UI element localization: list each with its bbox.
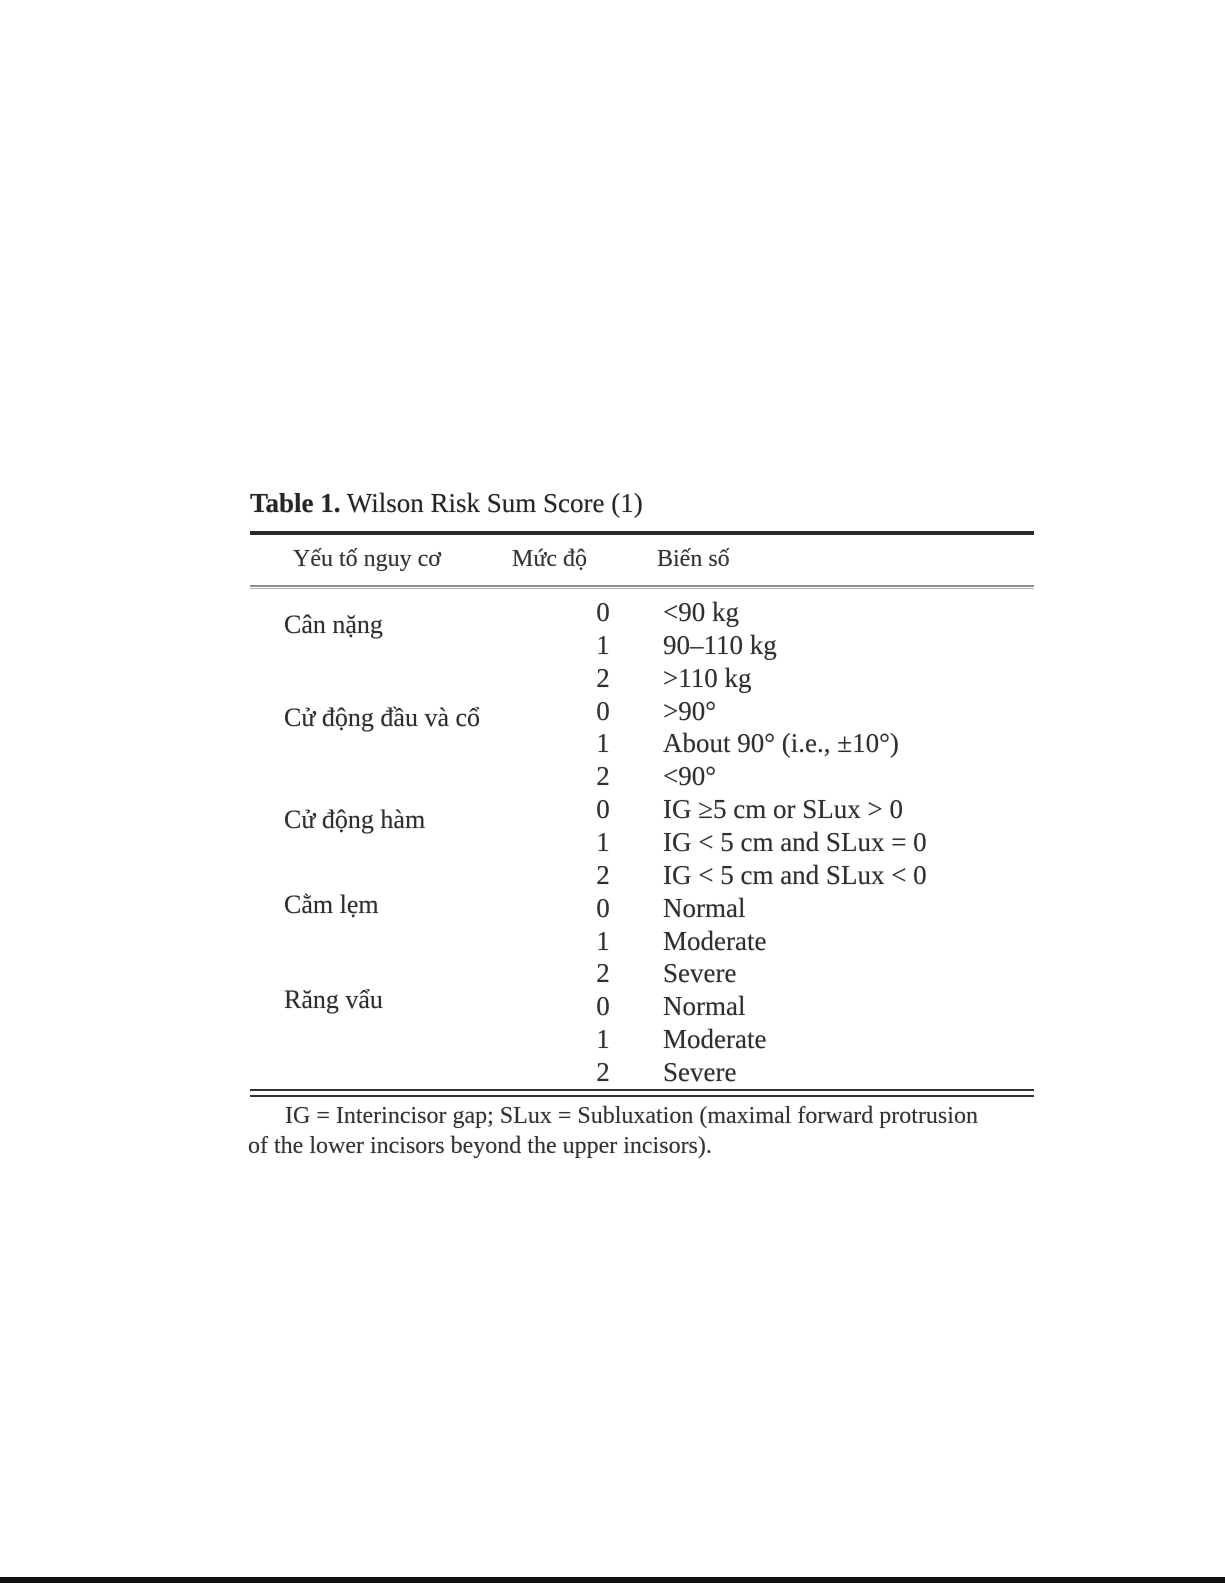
score-cell: 1 [596,728,610,758]
table-header-rule [250,585,1034,589]
table-title-text: Wilson Risk Sum Score (1) [340,488,643,518]
score-cell: 1 [596,926,610,956]
score-cell: 1 [596,827,610,857]
table-row [250,727,1034,760]
value-cell: >110 kg [663,663,752,693]
table-row [250,957,1034,990]
value-cell: Moderate [663,926,767,956]
table-row [250,826,1034,859]
score-cell: 1 [596,1024,610,1054]
scan-edge-bar [0,1577,1225,1583]
score-cell: 0 [596,794,610,824]
score-cell: 2 [596,663,610,693]
value-cell: Normal [663,893,746,923]
score-cell: 2 [596,1057,610,1087]
row-group-label-head-neck: Cử động đầu và cổ [284,703,481,732]
table-row [250,1056,1034,1089]
value-cell: <90 kg [663,597,739,627]
value-cell: IG ≥5 cm or SLux > 0 [663,794,904,824]
value-cell: >90° [663,696,717,726]
row-group-label-weight: Cân nặng [284,610,383,639]
table-row [250,1023,1034,1056]
score-cell: 0 [596,597,610,627]
table-top-rule [250,531,1034,535]
table-row [250,925,1034,958]
score-cell: 1 [596,630,610,660]
value-cell: <90° [663,761,717,791]
score-cell: 0 [596,991,610,1021]
value-cell: 90–110 kg [663,630,777,660]
table-row [250,892,1034,925]
value-cell: Severe [663,958,737,988]
table-bottom-rule [250,1089,1034,1097]
table-row [250,695,1034,728]
value-cell: Normal [663,991,746,1021]
table-row [250,662,1034,695]
score-cell: 2 [596,761,610,791]
value-cell: Moderate [663,1024,767,1054]
score-cell: 2 [596,958,610,988]
table-row [250,793,1034,826]
value-cell: IG < 5 cm and SLux = 0 [663,827,927,857]
column-header-factor: Yếu tố nguy cơ [293,546,441,572]
row-group-label-jaw-movement: Cử động hàm [284,805,426,834]
table-row [250,629,1034,662]
table-title-number: Table 1. [250,488,341,518]
score-cell: 0 [596,696,610,726]
table-row [250,596,1034,629]
table-title [250,486,643,520]
column-header-score: Mức độ [512,546,587,572]
footnote-line-1: IG = Interincisor gap; SLux = Subluxation (maximal forward protrusion [285,1103,978,1129]
table-row [250,990,1034,1023]
value-cell: About 90° (i.e., ±10°) [663,728,899,758]
score-cell: 0 [596,893,610,923]
footnote-line-2: of the lower incisors beyond the upper incisors). [248,1133,712,1159]
value-cell: Severe [663,1057,737,1087]
value-cell: IG < 5 cm and SLux < 0 [663,860,927,890]
table-row [250,859,1034,892]
score-cell: 2 [596,860,610,890]
row-group-label-buck-teeth: Răng vẩu [284,985,383,1014]
row-group-label-receding-chin: Cằm lẹm [284,890,379,919]
table-row [250,760,1034,793]
column-header-variable: Biến số [657,546,730,572]
